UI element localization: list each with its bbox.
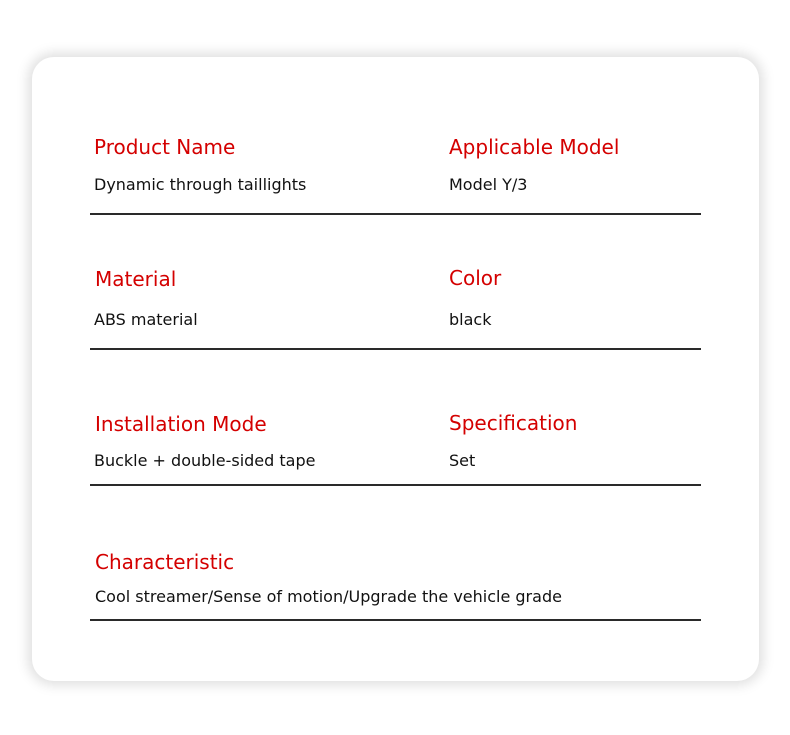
characteristic-value: Cool streamer/Sense of motion/Upgrade the vehicle grade [95,587,562,606]
characteristic-label: Characteristic [95,550,235,574]
color-label: Color [449,266,502,290]
row-divider [90,213,701,215]
material-value: ABS material [94,310,198,329]
row-divider [90,484,701,486]
product-name-value: Dynamic through taillights [94,175,307,194]
color-value: black [449,310,492,329]
applicable-model-value: Model Y/3 [449,175,528,194]
installation-mode-label: Installation Mode [95,412,267,436]
product-name-label: Product Name [94,135,236,159]
material-label: Material [95,267,177,291]
installation-mode-value: Buckle + double-sided tape [94,451,316,470]
specification-value: Set [449,451,476,470]
row-divider [90,348,701,350]
applicable-model-label: Applicable Model [449,135,620,159]
specification-label: Specification [449,411,578,435]
row-divider [90,619,701,621]
